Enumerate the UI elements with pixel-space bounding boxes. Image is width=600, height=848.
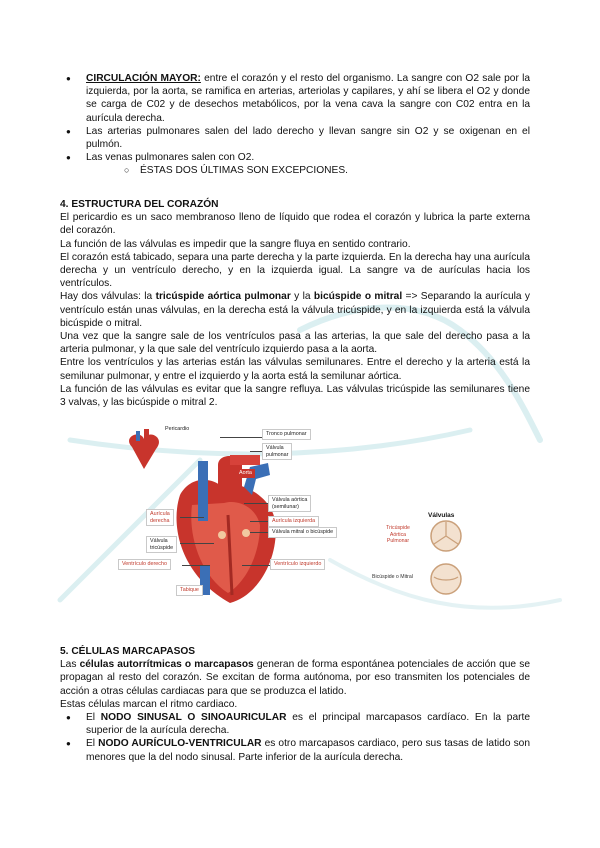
label-tronco-pulmonar: Tronco pulmonar xyxy=(262,429,311,440)
label-pericardio: Pericardio xyxy=(165,426,190,432)
paragraph: Estas células marcan el ritmo cardiaco. xyxy=(60,698,238,710)
list-item: ● Las venas pulmonares salen con O2. xyxy=(60,151,530,164)
section-5 xyxy=(60,645,530,764)
label-tabique: Tabique xyxy=(176,585,203,596)
label-ventriculo-derecho: Ventrículo derecho xyxy=(118,559,171,570)
paragraph: El corazón está tabicado, separa una parte derecha y la parte izquierda. En la derecha hay una aurícula derecha y un ventrículo derecho, y en la izquierda igual. La sangre va de aurículas hacia los ventrículos. xyxy=(60,251,530,290)
section-heading: 5. CÉLULAS MARCAPASOS xyxy=(60,646,196,657)
paragraph: Las células autorrítmicas o marcapasos generan de forma espontánea potenciales de acción que se propagan al resto del corazón. Se excitan de forma autónoma, por eso transmiten los potenciales de acción a otras células cardiacas para que se produzca el latido. xyxy=(60,659,530,697)
label-valvula-tricuspide: Válvula tricúspide xyxy=(146,536,177,553)
list-item: ● El NODO SINUSAL O SINOAURICULAR es el principal marcapasos cardíaco. En la parte superior de la aurícula derecha. xyxy=(60,711,530,737)
section-heading: 4. ESTRUCTURA DEL CORAZÓN xyxy=(60,199,219,210)
paragraph: Entre los ventrículos y las arterias están las válvulas semilunares. Entre el derecho y la arteria está la semilunar pulmonar, y entre el izquierdo y la aorta está la semilunar aórtica. xyxy=(60,357,530,382)
label-valvula-aortica: Válvula aórtica (semilunar) xyxy=(268,495,311,512)
label-bicuspide-mitral: Bicúspide o Mitral xyxy=(372,574,413,580)
paragraph: Una vez que la sangre sale de los ventrículos pasa a las arterias, la que sale del derecho pasa a la arteria pulmonar, y la que sale del ventrículo izquierdo pasa a la aorta. xyxy=(60,331,530,356)
heart-diagram xyxy=(110,425,360,610)
list-item: ● El NODO AURÍCULO-VENTRICULAR es otro marcapasos cardiaco, pero sus tasas de latido son menores que la del nodo sinusal. Parte inferior de la aurícula derecha. xyxy=(60,737,530,763)
valve-icons xyxy=(426,519,466,609)
circulation-section xyxy=(60,72,530,178)
paragraph: La función de las válvulas es evitar que la sangre refluya. Las válvulas tricúspide las semilunares tiene 3 valvas, y las bicúspide o mitral 2. xyxy=(60,383,530,409)
section-4 xyxy=(60,198,530,409)
paragraph: Hay dos válvulas: la tricúspide aórtica pulmonar y la bicúspide o mitral => Separando la aurícula y ventrículo están unas válvulas, en la derecha está la válvula tricúspide, y en la izquierda está la válvula bicúspide o mitral. xyxy=(60,291,530,329)
list-item: ● CIRCULACIÓN MAYOR: entre el corazón y el resto del organismo. La sangre con O2 sale por la izquierda, por la aorta, se ramifica en arterias, arteriolas y capilares, y ahí se libera el O2 y donde se carga de C02 y de desechos metabólicos, por la vena cava la sangre con C02 entra en la aurícula derecha. xyxy=(60,72,530,125)
paragraph: La función de las válvulas es impedir que la sangre fluya en sentido contrario. xyxy=(60,238,411,250)
bold-term: CIRCULACIÓN MAYOR: xyxy=(86,73,201,84)
label-valvula-mitral: Válvula mitral o bicúspide xyxy=(268,527,337,538)
valves-panel xyxy=(372,503,471,603)
label-aorta: Aorta xyxy=(236,469,255,478)
label-auricula-derecha: Aurícula derecha xyxy=(146,509,174,526)
label-auricula-izquierda: Aurícula izquierda xyxy=(268,516,319,527)
label-valvula-pulmonar: Válvula pulmonar xyxy=(262,443,292,460)
sub-list-item: ○ ÉSTAS DOS ÚLTIMAS SON EXCEPCIONES. xyxy=(124,164,530,177)
valves-title: Válvulas xyxy=(428,512,455,519)
paragraph: El pericardio es un saco membranoso lleno de líquido que rodea el corazón y lubrica la parte externa del corazón. xyxy=(60,212,530,237)
list-item: ● Las arterias pulmonares salen del lado derecho y llevan sangre sin O2 y se oxigenan en el pulmón. xyxy=(60,125,530,151)
label-tricuspide-aortica-pulmonar: Tricúspide Aórtica Pulmonar xyxy=(386,525,410,545)
label-ventriculo-izquierdo: Ventrículo izquierdo xyxy=(270,559,325,570)
